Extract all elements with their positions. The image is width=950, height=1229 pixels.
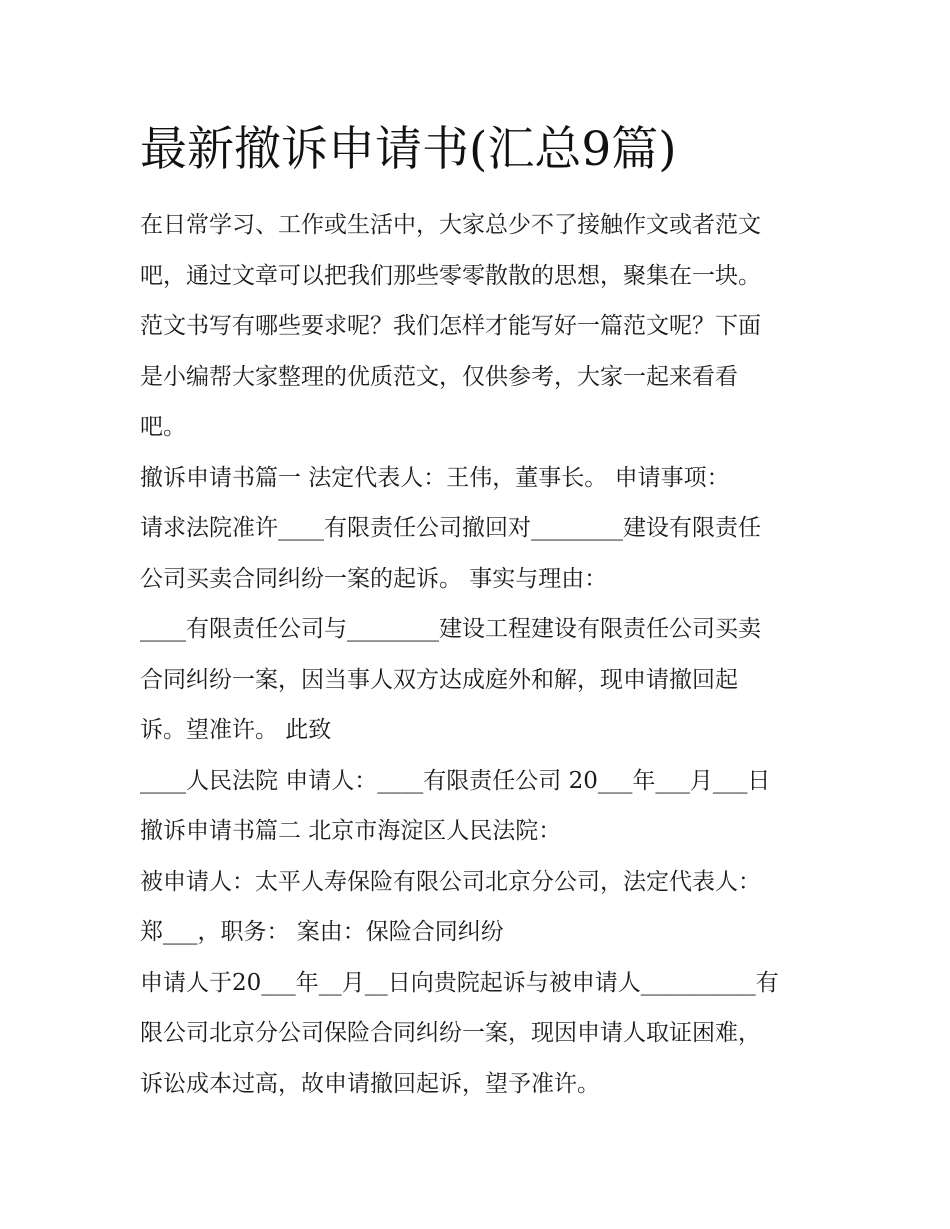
body-line: 吧。 — [140, 414, 186, 440]
body-line: ____人民法院 申请人：____有限责任公司 20___年___月___日 — [140, 767, 771, 794]
body-line: 诉。望准许。 此致 — [140, 717, 332, 743]
body-line: ____有限责任公司与________建设工程建设有限责任公司买卖 — [140, 616, 761, 642]
document-title: 最新撤诉申请书(汇总9篇) — [140, 122, 677, 177]
body-line: 范文书写有哪些要求呢？我们怎样才能写好一篇范文呢？下面 — [140, 313, 761, 339]
body-line: 诉讼成本过高，故申请撤回起诉，望予准许。 — [140, 1070, 600, 1097]
body-line: 公司买卖合同纠纷一案的起诉。 事实与理由： — [140, 565, 608, 592]
section-heading-line: 撤诉申请书篇二 北京市海淀区人民法院： — [140, 818, 562, 844]
body-line: 是小编帮大家整理的优质范文，仅供参考，大家一起来看看 — [140, 363, 738, 390]
section-heading-line: 撤诉申请书篇一 法定代表人：王伟，董事长。 申请事项： — [140, 464, 730, 491]
body-line: 合同纠纷一案，因当事人双方达成庭外和解，现申请撤回起 — [140, 666, 738, 693]
body-line: 申请人于20___年__月__日向贵院起诉与被申请人__________有 — [140, 969, 779, 996]
body-line: 请求法院准许____有限责任公司撤回对________建设有限责任 — [140, 515, 761, 541]
body-line: 郑___，职务： 案由：保险合同纠纷 — [140, 919, 504, 945]
body-line: 被申请人：太平人寿保险有限公司北京分公司，法定代表人： — [140, 868, 761, 895]
document-body — [140, 200, 830, 1109]
body-line: 限公司北京分公司保险合同纠纷一案，现因申请人取证困难， — [140, 1020, 761, 1046]
body-line: 在日常学习、工作或生活中，大家总少不了接触作文或者范文 — [140, 212, 761, 238]
body-line: 吧，通过文章可以把我们那些零零散散的思想，聚集在一块。 — [140, 262, 761, 289]
